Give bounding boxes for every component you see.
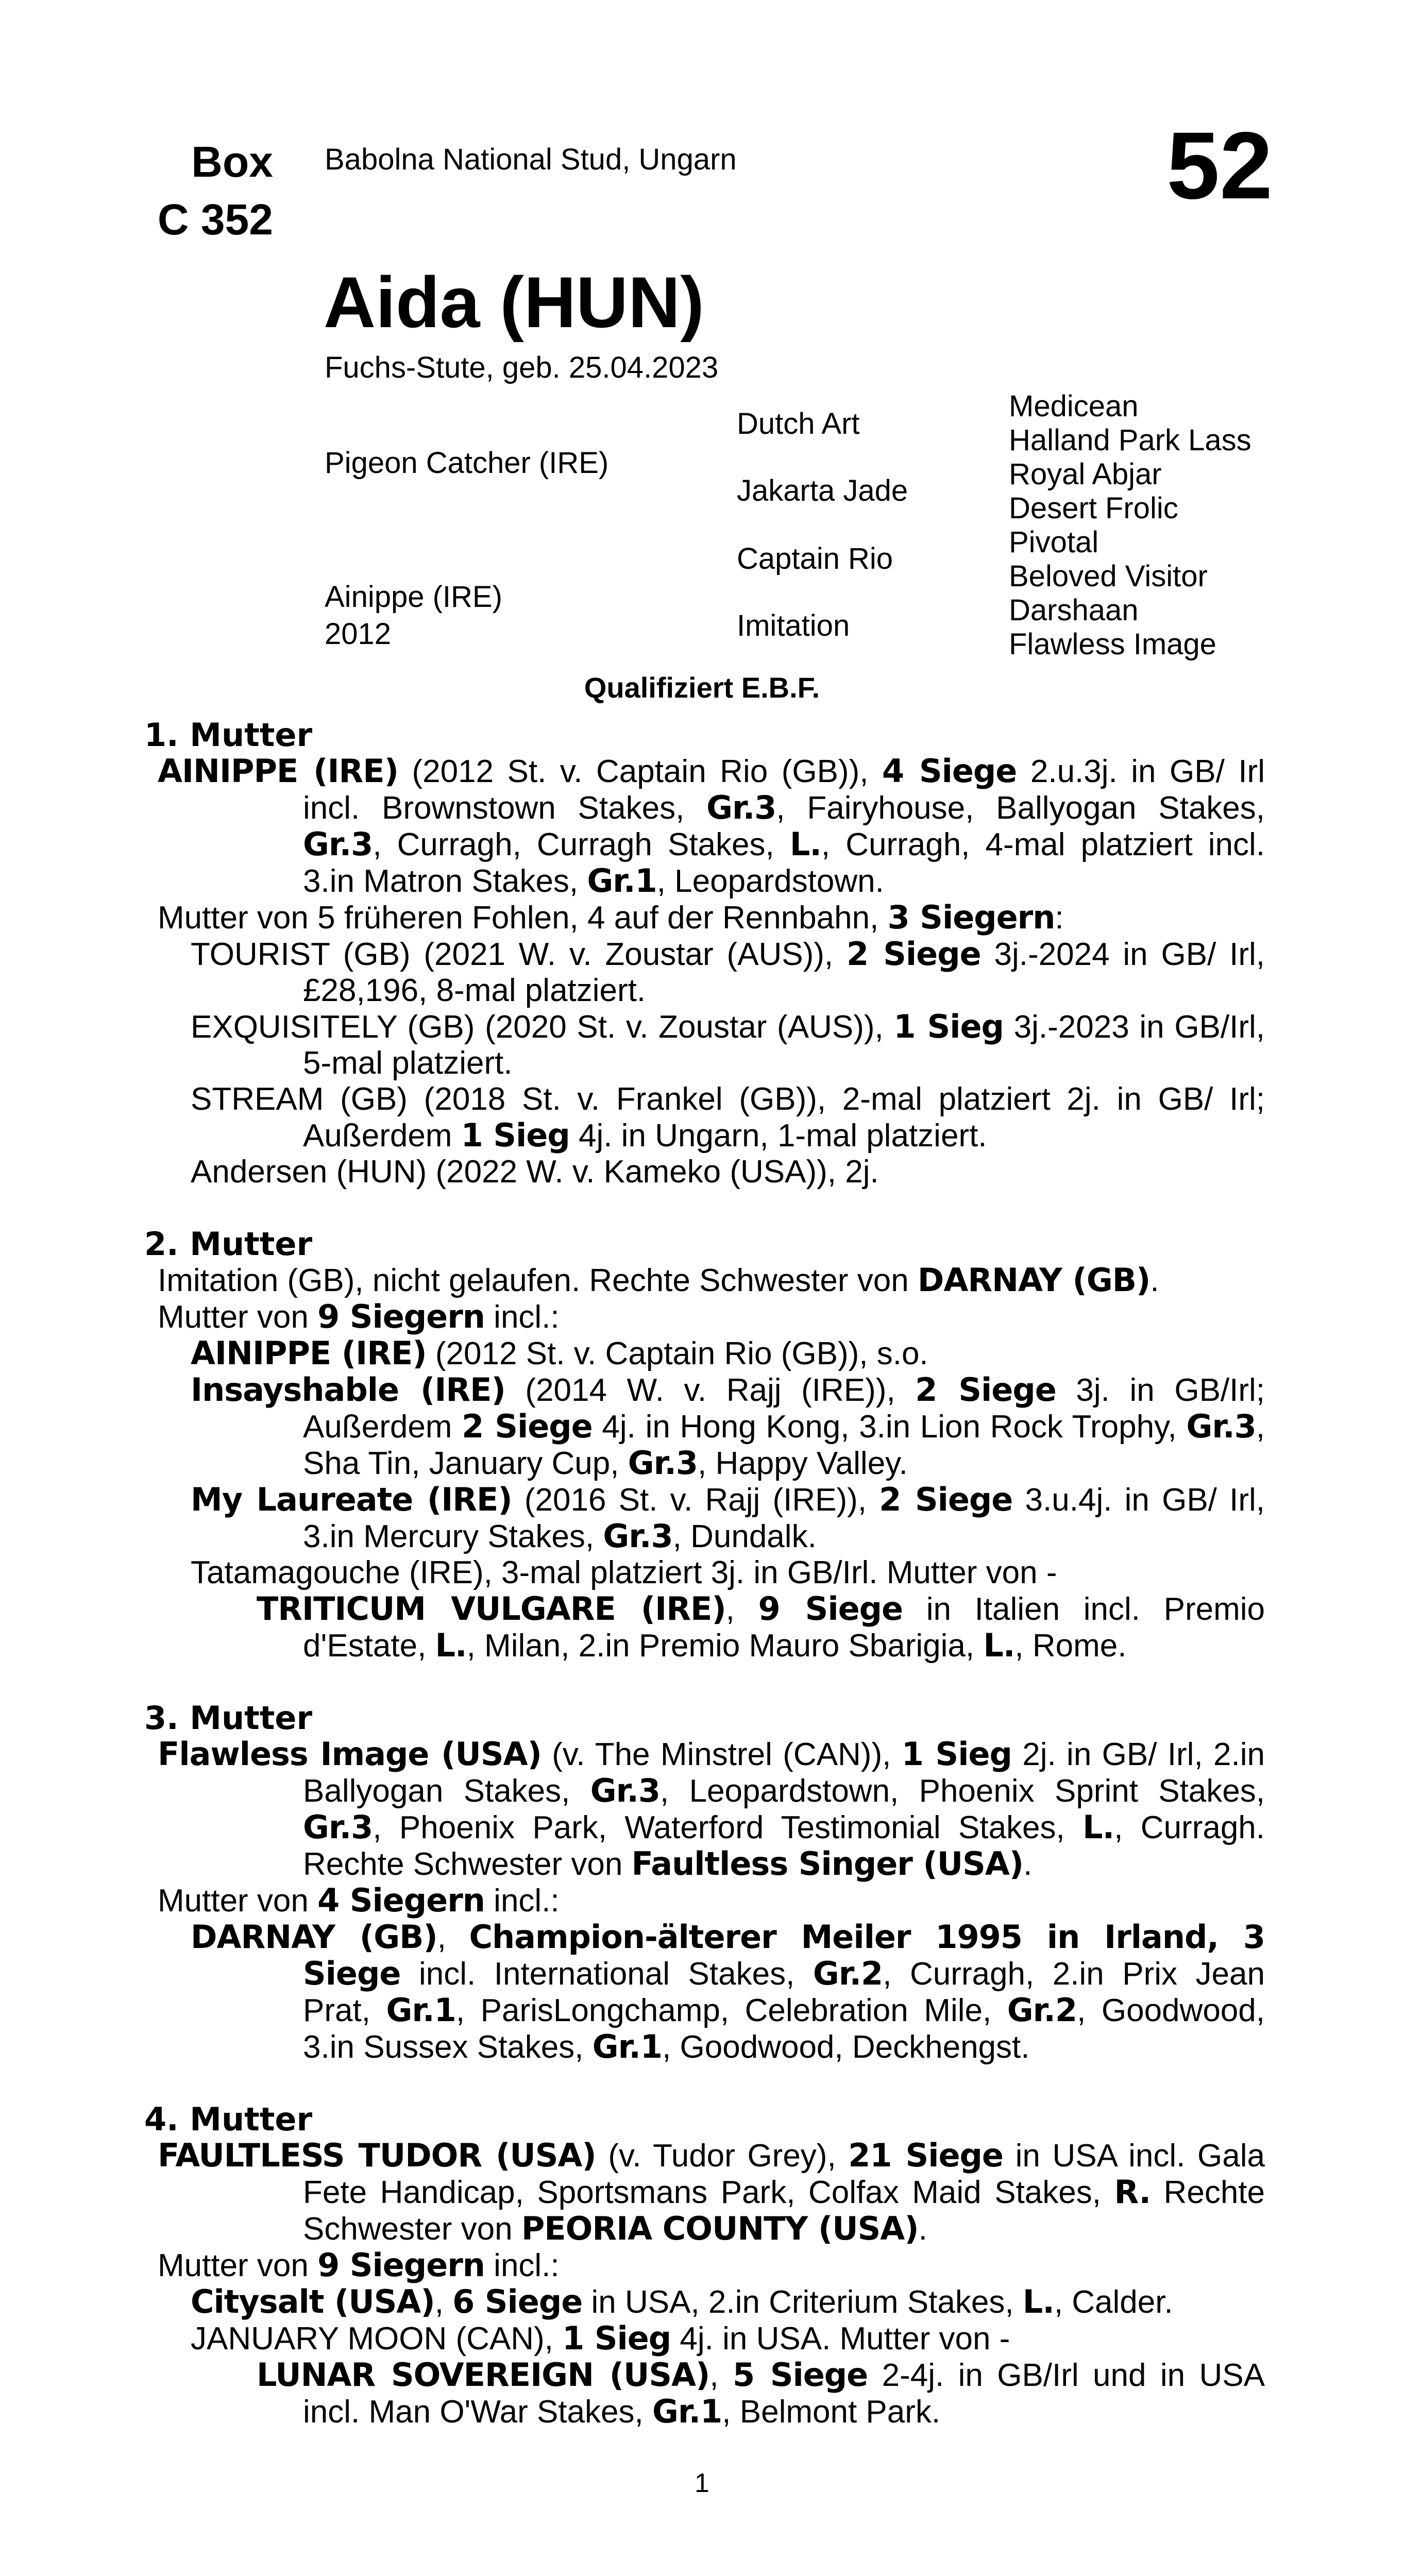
section-3-dam	[144, 1736, 1265, 1883]
text: JANUARY MOON (CAN),	[191, 2321, 563, 2357]
section-2-title: 2. Mutter	[144, 1225, 313, 1263]
text: , Leopardstown, Phoenix Sprint Stakes,	[660, 1773, 1265, 1809]
grade: Gr.3	[1186, 1408, 1256, 1445]
foal-name: Insayshable (IRE)	[191, 1371, 505, 1409]
text: :	[1055, 900, 1064, 936]
grade: Gr.3	[706, 789, 776, 826]
grade: L.	[789, 825, 821, 863]
text: , Goodwood, Deckhengst.	[662, 2029, 1030, 2065]
lot-number: 52	[1166, 113, 1273, 219]
text: Andersen (HUN) (2022 W. v. Kameko (USA)), 2j.	[191, 1154, 879, 1190]
page-number: 1	[695, 2468, 709, 2498]
pedigree-g3: Royal Abjar	[1009, 457, 1162, 491]
section-3-foal	[144, 1919, 1265, 2065]
section-1-foal	[144, 936, 1265, 1009]
qualification: Qualifiziert E.B.F.	[584, 671, 820, 704]
text: incl.:	[484, 1299, 560, 1335]
wins: 1 Sieg	[461, 1116, 570, 1154]
text: , Milan, 2.in Premio Mauro Sbarigia,	[466, 1628, 984, 1664]
section-2-foal	[144, 1555, 1265, 1591]
text: 2.u.3j. in GB/ Irl incl. Brownstown Stakes,	[303, 754, 1265, 826]
horse-name: Aida (HUN)	[324, 262, 704, 343]
section-1-title: 1. Mutter	[144, 716, 313, 754]
text: .	[1023, 1846, 1033, 1882]
text: , Curragh, 2.in Prix Jean Prat,	[303, 1956, 1265, 2028]
text: 4j. in Hong Kong, 3.in Lion Rock Trophy,	[592, 1409, 1187, 1445]
text: ,	[434, 2284, 453, 2320]
text: 3j. in GB/Irl; Außerdem	[303, 1372, 1265, 1445]
grade: Gr.3	[303, 1808, 373, 1846]
grade: R.	[1114, 2173, 1151, 2211]
text: (2012 St. v. Captain Rio (GB)), s.o.	[426, 1336, 928, 1371]
section-2-dam	[144, 1262, 1265, 1299]
box-line2: C 352	[157, 195, 273, 244]
text: STREAM (GB) (2018 St. v. Frankel (GB)), 2-mal platziert 2j. in GB/ Irl; Außerdem	[191, 1081, 1265, 1154]
text: Mutter von	[158, 2248, 318, 2283]
text: TOURIST (GB) (2021 W. v. Zoustar (AUS)),	[191, 937, 847, 972]
sibling-name: Faultless Singer (USA)	[631, 1845, 1024, 1883]
text: , Curragh, 4-mal platziert incl. 3.in Matron Stakes,	[303, 827, 1265, 899]
sibling-name: DARNAY (GB)	[917, 1261, 1151, 1299]
section-1-foal	[144, 1009, 1265, 1081]
text: , Goodwood, 3.in Sussex Stakes,	[303, 1993, 1265, 2065]
foal-name: My Laureate (IRE)	[191, 1481, 512, 1518]
text: , Happy Valley.	[698, 1446, 908, 1481]
dam-name: Flawless Image (USA)	[158, 1735, 542, 1773]
text: in Italien incl. Premio d'Estate,	[303, 1591, 1265, 1664]
text: (2012 St. v. Captain Rio (GB)),	[398, 754, 882, 789]
foal-name: AINIPPE (IRE)	[191, 1334, 427, 1372]
pedigree-g2: Halland Park Lass	[1009, 423, 1251, 457]
text: Imitation (GB), nicht gelaufen. Rechte Schwester von	[158, 1263, 918, 1298]
section-1-foal	[144, 1081, 1265, 1154]
text: EXQUISITELY (GB) (2020 St. v. Zoustar (AUS)),	[191, 1009, 894, 1045]
grade: Gr.1	[592, 2028, 663, 2065]
text: (v. Tudor Grey),	[596, 2138, 849, 2174]
pedigree-dam: Ainippe (IRE)	[325, 580, 502, 614]
text: incl.:	[484, 2248, 560, 2283]
text: ,	[725, 1591, 758, 1627]
grade: L.	[435, 1626, 467, 1664]
grade: Gr.1	[587, 862, 657, 900]
dam-name: FAULTLESS TUDOR (USA)	[158, 2137, 596, 2174]
wins: 1 Sieg	[562, 2319, 671, 2357]
text: in USA incl. Gala Fete Handicap, Sportsmans Park, Colfax Maid Stakes,	[303, 2138, 1265, 2210]
pedigree-dam-year: 2012	[325, 617, 392, 651]
winners: 4 Siegern	[317, 1882, 485, 1919]
text: .	[1150, 1263, 1159, 1298]
grade: Gr.1	[386, 1991, 456, 2029]
text: , Rome.	[1014, 1628, 1127, 1664]
wins: 1 Sieg	[893, 1008, 1004, 1045]
champion-title: Champion-älterer Meiler 1995 in Irland, 3 Siege	[303, 1918, 1265, 1992]
text: Tatamagouche (IRE), 3-mal platziert 3j. in GB/Irl. Mutter von -	[191, 1555, 1057, 1590]
pedigree-sire-sire: Dutch Art	[737, 407, 860, 440]
pedigree-g1: Medicean	[1009, 389, 1139, 423]
grandfoal-name: TRITICUM VULGARE (IRE)	[257, 1590, 726, 1628]
text: 4j. in USA. Mutter von -	[671, 2321, 1010, 2357]
text: 3.u.4j. in GB/ Irl, 3.in Mercury Stakes,	[303, 1482, 1265, 1554]
grandfoal-name: LUNAR SOVEREIGN (USA)	[257, 2356, 710, 2394]
section-3-produce-summary	[144, 1883, 1265, 1919]
text: , Fairyhouse, Ballyogan Stakes,	[776, 790, 1265, 826]
wins: 2 Siege	[462, 1408, 593, 1445]
text: .	[918, 2211, 927, 2247]
text: Mutter von	[158, 1883, 318, 1919]
section-1-foal	[144, 1154, 1265, 1190]
box-line1: Box	[191, 138, 273, 186]
pedigree-g7: Darshaan	[1009, 594, 1139, 627]
pedigree-sire: Pigeon Catcher (IRE)	[325, 446, 609, 480]
section-1-produce-summary	[144, 900, 1265, 936]
section-4-produce-summary	[144, 2247, 1265, 2284]
grade: Gr.2	[1007, 1991, 1077, 2029]
text: (2014 W. v. Rajj (IRE)),	[505, 1372, 916, 1408]
text: (2016 St. v. Rajj (IRE)),	[512, 1482, 879, 1518]
box-label	[144, 133, 273, 248]
text: , Curragh. Rechte Schwester von	[303, 1810, 1265, 1882]
text: , Leopardstown.	[656, 863, 884, 899]
pedigree-g4: Desert Frolic	[1009, 492, 1178, 525]
text: , Belmont Park.	[722, 2394, 941, 2430]
dam-name: AINIPPE (IRE)	[158, 752, 398, 790]
text: Mutter von 5 früheren Fohlen, 4 auf der Rennbahn,	[158, 900, 888, 936]
grade: Gr.3	[628, 1444, 698, 1482]
text: Mutter von	[158, 1299, 318, 1335]
text: , Phoenix Park, Waterford Testimonial Stakes,	[373, 1810, 1083, 1845]
text: incl.:	[484, 1883, 560, 1919]
section-4-title: 4. Mutter	[144, 2100, 313, 2138]
horse-description: Fuchs-Stute, geb. 25.04.2023	[325, 351, 719, 384]
grade: Gr.1	[652, 2393, 722, 2430]
pedigree-g8: Flawless Image	[1009, 628, 1216, 661]
text: in USA, 2.in Criterium Stakes,	[582, 2284, 1023, 2320]
wins: 2 Siege	[846, 935, 981, 973]
section-1-dam	[144, 753, 1265, 900]
text: 2-4j. in GB/Irl und in USA incl. Man O'War Stakes,	[303, 2358, 1265, 2430]
grade: Gr.3	[303, 825, 373, 863]
text: 3j.-2023 in GB/Irl, 5-mal platziert.	[303, 1009, 1265, 1081]
winners: 3 Siegern	[887, 899, 1055, 936]
section-2-foal	[144, 1482, 1265, 1555]
sibling-name: PEORIA COUNTY (USA)	[521, 2210, 919, 2247]
pedigree-dam-sire: Captain Rio	[737, 542, 893, 575]
text: , Dundalk.	[672, 1519, 817, 1554]
text: ,	[437, 1920, 469, 1955]
pedigree-dam-dam: Imitation	[737, 609, 850, 642]
section-4-foal	[144, 2284, 1265, 2320]
grade: Gr.3	[590, 1772, 661, 1809]
text: (v. The Minstrel (CAN)),	[541, 1737, 902, 1772]
grade: Gr.2	[813, 1955, 883, 1992]
text: 3j.-2024 in GB/ Irl, £28,196, 8-mal platziert.	[303, 937, 1265, 1008]
grade: L.	[1082, 1808, 1114, 1846]
text: incl. International Stakes,	[400, 1956, 813, 1992]
winners: 9 Siegern	[317, 1298, 485, 1335]
wins: 9 Siege	[758, 1590, 903, 1628]
section-2-foal	[144, 1335, 1265, 1372]
section-3-title: 3. Mutter	[144, 1699, 313, 1737]
text: Rechte Schwester von	[303, 2175, 1265, 2247]
text: ,	[709, 2358, 733, 2393]
wins: 21 Siege	[848, 2137, 1003, 2174]
text: 2j. in GB/ Irl, 2.in Ballyogan Stakes,	[303, 1737, 1265, 1809]
wins: 1 Sieg	[901, 1735, 1012, 1773]
section-4-foal	[144, 2320, 1265, 2357]
section-2-grandfoal	[144, 1591, 1265, 1664]
section-2-foal	[144, 1372, 1265, 1482]
winners: 9 Siegern	[317, 2246, 485, 2284]
dam-line-content	[144, 717, 1265, 2430]
text: , Sha Tin, January Cup,	[303, 1409, 1265, 1481]
pedigree-g6: Beloved Visitor	[1009, 560, 1208, 593]
section-4-grandfoal	[144, 2357, 1265, 2430]
text: , Calder.	[1054, 2284, 1173, 2320]
grade: L.	[983, 1626, 1015, 1664]
wins: 4 Siege	[882, 752, 1017, 790]
grade: Gr.3	[603, 1517, 673, 1555]
text: 4j. in Ungarn, 1-mal platziert.	[569, 1118, 987, 1154]
breeder: Babolna National Stud, Ungarn	[325, 143, 737, 176]
pedigree-g5: Pivotal	[1009, 526, 1099, 559]
text: , Curragh, Curragh Stakes,	[373, 827, 790, 862]
section-4-dam	[144, 2138, 1265, 2247]
wins: 5 Siege	[732, 2356, 868, 2394]
text: , ParisLongchamp, Celebration Mile,	[455, 1993, 1007, 2028]
foal-name: DARNAY (GB)	[191, 1918, 437, 1956]
pedigree-sire-dam: Jakarta Jade	[737, 474, 908, 507]
wins: 2 Siege	[879, 1481, 1013, 1518]
section-2-produce-summary	[144, 1299, 1265, 1335]
wins: 2 Siege	[915, 1371, 1056, 1409]
foal-name: Citysalt (USA)	[191, 2283, 435, 2320]
wins: 6 Siege	[452, 2283, 583, 2320]
grade: L.	[1022, 2283, 1054, 2320]
